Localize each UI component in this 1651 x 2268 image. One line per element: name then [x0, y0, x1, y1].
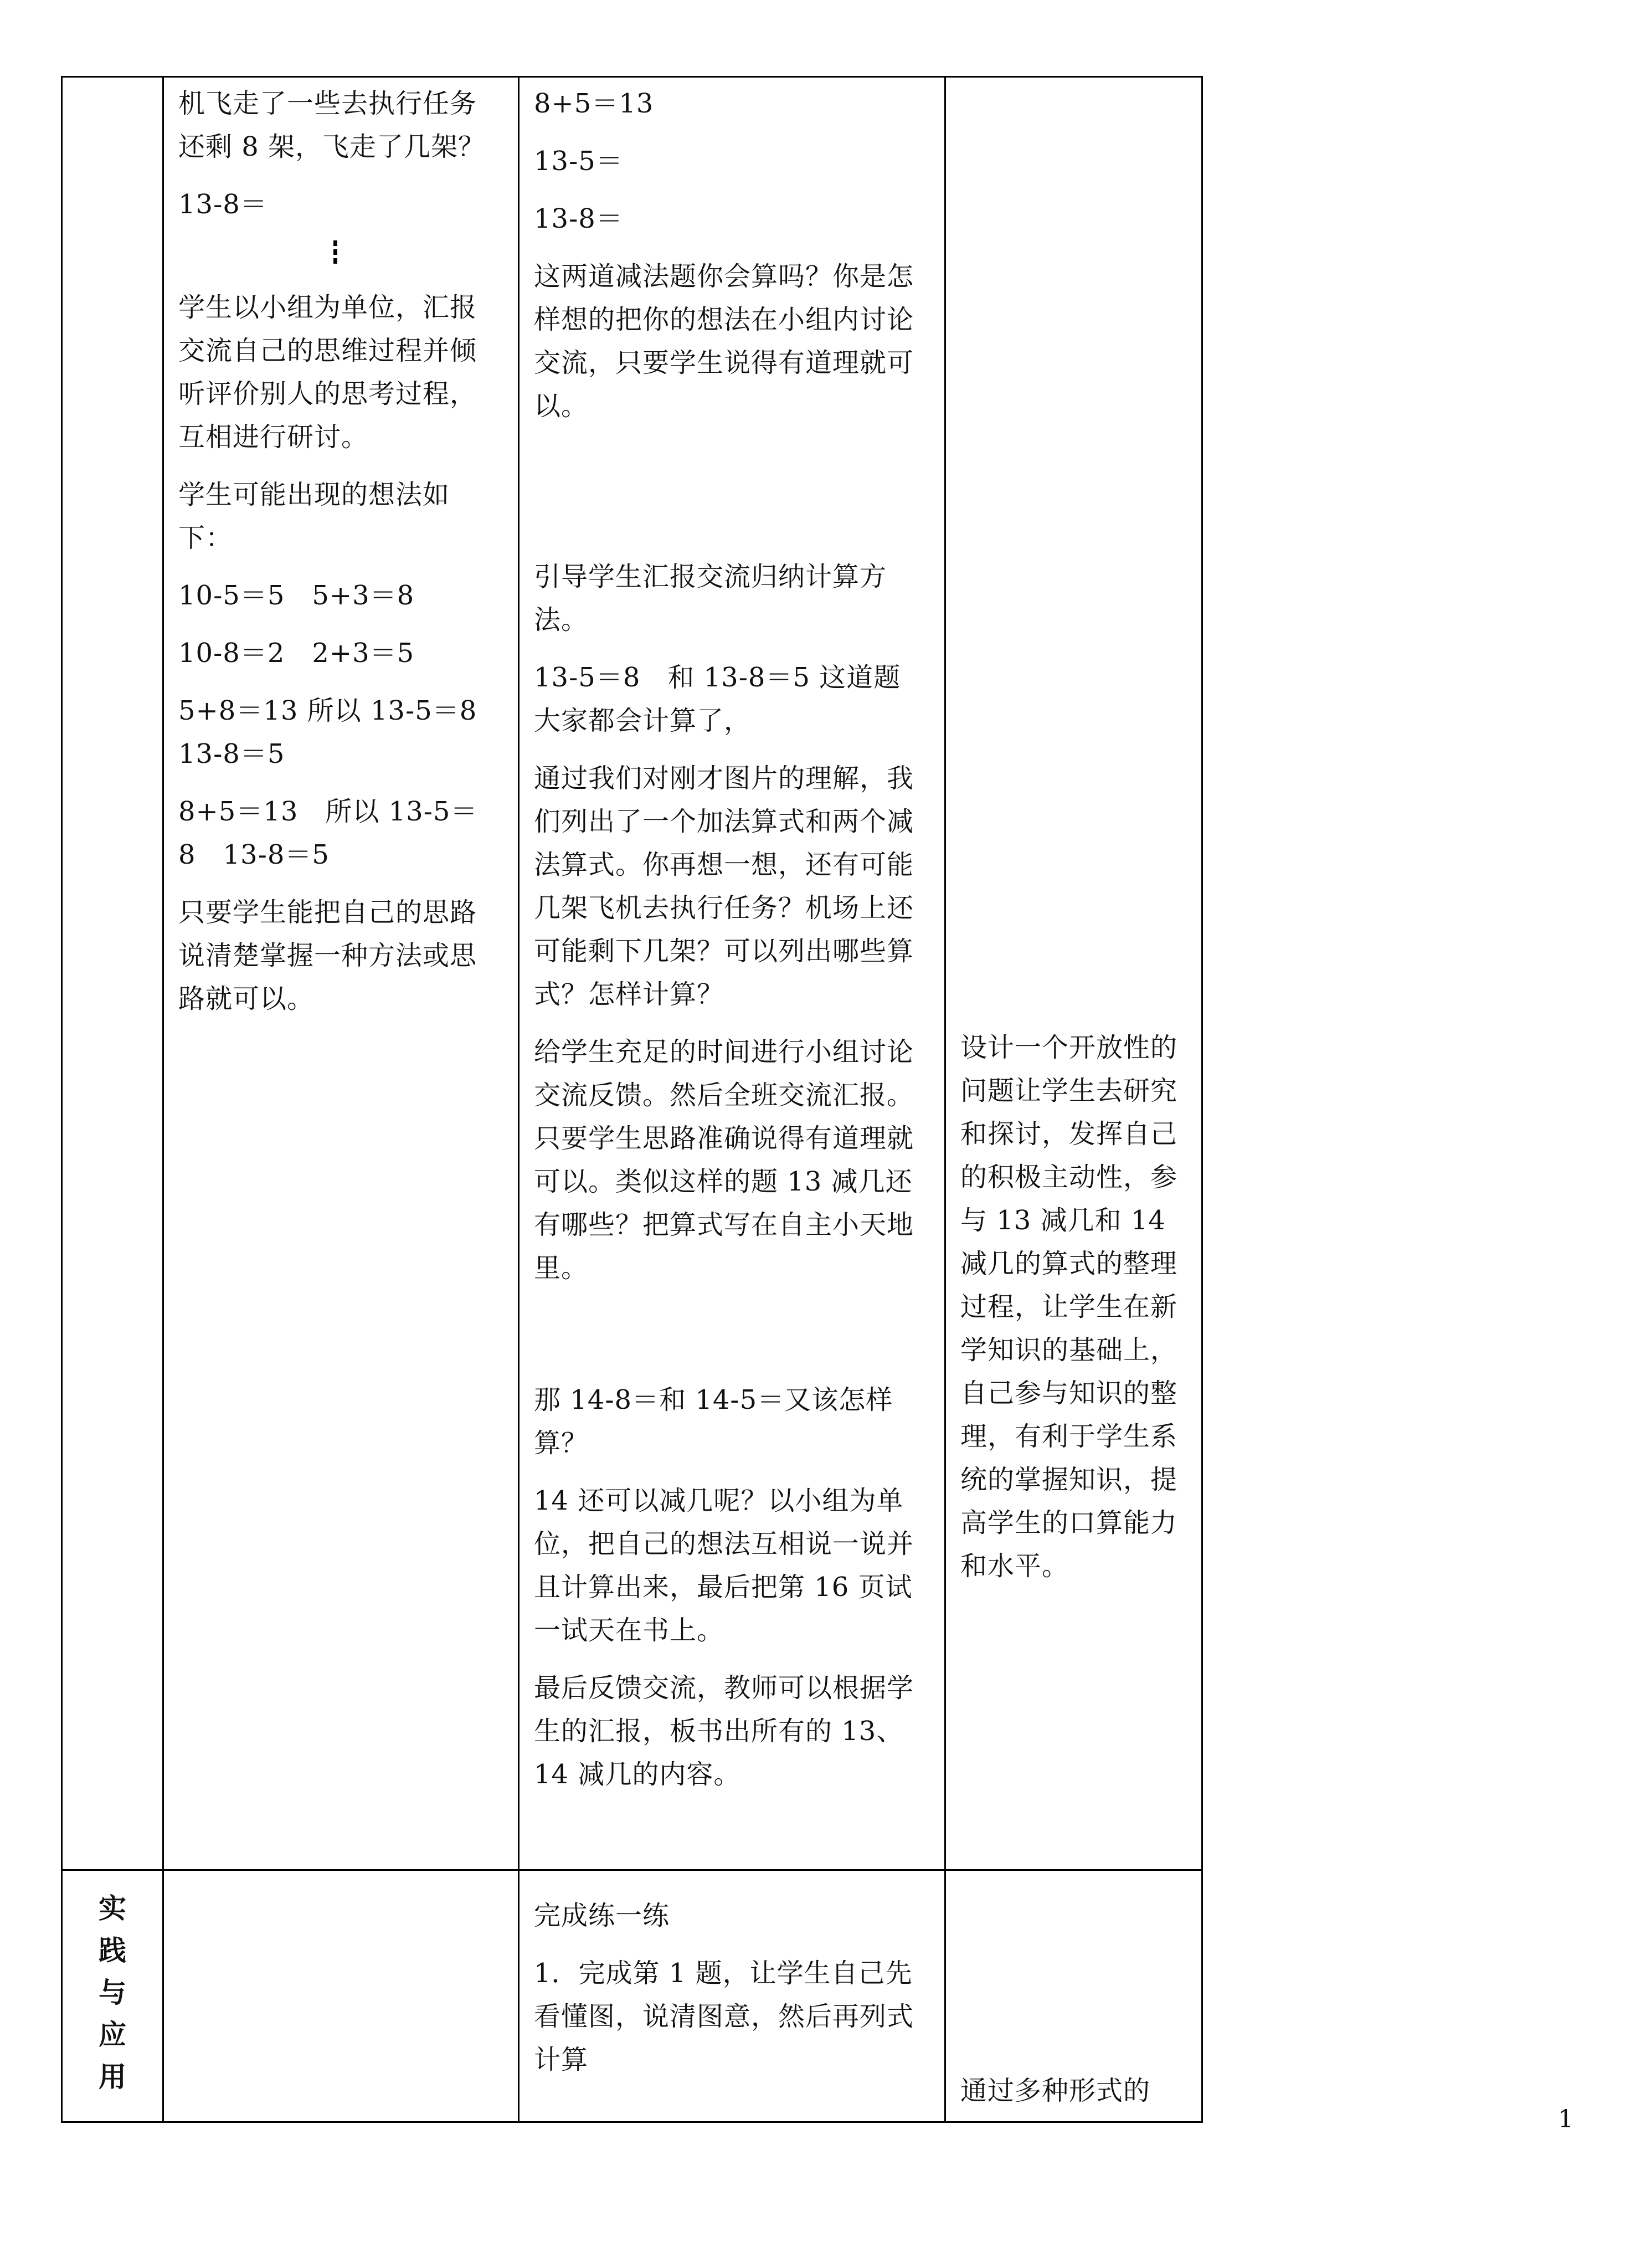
flight-question-text: 机飞走了一些去执行任务还剩 8 架，飞走了几架？ — [178, 88, 486, 162]
subtraction-discussion-text: 这两道减法题你会算吗？你是怎样想的把你的想法在小组内讨论交流，只要学生说得有道理就可以。 — [534, 261, 914, 422]
row1-col2-cell — [162, 76, 520, 1871]
group-14-text: 14 还可以减几呢？以小组为单位，把自己的想法互相说一说并且计算出来，最后把第 16 页试一试天在书上。 — [534, 1485, 914, 1646]
row2-col4-cell — [944, 1869, 1203, 2123]
possible-ideas-heading: 学生可能出现的想法如下： — [178, 479, 450, 553]
section-label-practice — [61, 1869, 164, 2123]
row2-col2-cell — [162, 1869, 520, 2123]
guide-report-text: 引导学生汇报交流归纳计算方法。 — [534, 561, 887, 635]
practice-item-1: 1．完成第 1 题，让学生自己先看懂图，说清图意，然后再列式计算 — [534, 1958, 914, 2075]
final-feedback-text: 最后反馈交流，教师可以根据学生的汇报，板书出所有的 13、14 减几的内容。 — [534, 1672, 914, 1790]
question-14-text: 那 14-8＝和 14-5＝又该怎样算？ — [534, 1384, 893, 1459]
page-number: 1 — [1558, 2105, 1573, 2133]
equation-8-5: 8+5＝13 — [534, 88, 654, 119]
open-question-text: 通过我们对刚才图片的理解，我们列出了一个加法算式和两个减法算式。你再想一想，还有可能几架飞机去执行任务？机场上还可能剩下几架？可以列出哪些算式？怎样计算？ — [534, 763, 914, 1010]
idea-line-3: 5+8＝13 所以 13-5＝8 13-8＝5 — [178, 695, 505, 769]
practice-heading: 完成练一练 — [534, 1900, 670, 1931]
section-label-char-3: 与 — [99, 1977, 126, 2009]
equation-13-8: 13-8＝ — [178, 189, 268, 220]
row1-col3-cell — [518, 76, 946, 1871]
forms-text: 通过多种形式的 — [960, 2075, 1151, 2106]
ellipsis-icon — [333, 240, 339, 264]
section-label-char-2: 践 — [99, 1935, 126, 1967]
equation-13-5: 13-5＝ — [534, 146, 623, 177]
row1-col4-cell — [944, 76, 1203, 1871]
idea-line-2: 10-8＝2 2+3＝5 — [178, 638, 415, 669]
idea-line-4: 8+5＝13 所以 13-5＝8 13-8＝5 — [178, 796, 478, 870]
equation-13-8-b: 13-8＝ — [534, 203, 623, 234]
group-feedback-text: 给学生充足的时间进行小组讨论交流反馈。然后全班交流汇报。只要学生思路准确说得有道理就可以。类似这样的题 13 减几还有哪些？把算式写在自主小天地里。 — [534, 1036, 914, 1284]
section-label-char-1: 实 — [99, 1892, 126, 1925]
group-report-text: 学生以小组为单位，汇报交流自己的思维过程并倾听评价别人的思考过程，互相进行研讨。 — [178, 292, 477, 453]
idea-line-1: 10-5＝5 5+3＝8 — [178, 580, 415, 611]
row2-col3-cell — [518, 1869, 946, 2123]
section-label-char-5: 用 — [99, 2061, 126, 2093]
method-summary-text: 只要学生能把自己的思路说清楚掌握一种方法或思路就可以。 — [178, 897, 477, 1014]
section-label-char-4: 应 — [99, 2019, 126, 2051]
both-computed-text: 13-5＝8 和 13-8＝5 这道题大家都会计算了， — [534, 662, 901, 736]
row1-col1-cell — [61, 76, 164, 1871]
design-rationale-text: 设计一个开放性的问题让学生去研究和探讨，发挥自己的积极主动性，参与 13 减几和 14 减几的算式的整理过程，让学生在新学知识的基础上，自己参与知识的整理，有利于学生系统的掌握知识，提高学生的口算能力和水平。 — [960, 1032, 1178, 1582]
